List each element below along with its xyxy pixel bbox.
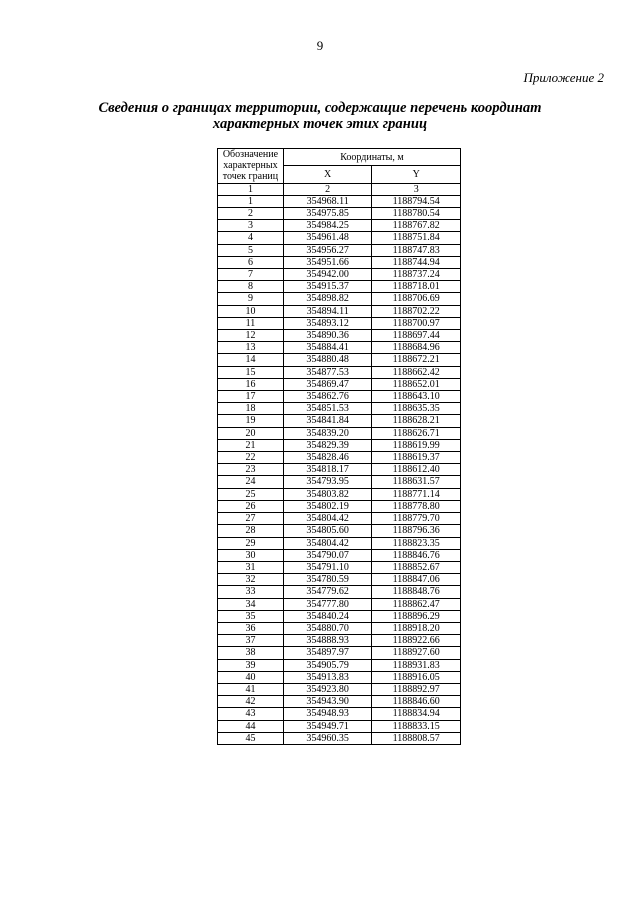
x-coordinate-cell: 354803.82: [283, 488, 372, 500]
y-coordinate-cell: 1188796.36: [372, 525, 461, 537]
x-coordinate-cell: 354956.27: [283, 244, 372, 256]
x-coordinate-cell: 354818.17: [283, 464, 372, 476]
y-coordinate-cell: 1188779.70: [372, 513, 461, 525]
x-coordinate-cell: 354984.25: [283, 220, 372, 232]
table-row: [218, 293, 461, 305]
x-coordinate-cell: 354913.83: [283, 671, 372, 683]
x-coordinate-cell: 354888.93: [283, 635, 372, 647]
point-number-cell: 40: [218, 671, 284, 683]
x-coordinate-cell: 354968.11: [283, 195, 372, 207]
x-coordinate-cell: 354942.00: [283, 269, 372, 281]
y-coordinate-cell: 1188922.66: [372, 635, 461, 647]
y-coordinate-cell: 1188718.01: [372, 281, 461, 293]
y-coordinate-cell: 1188808.57: [372, 732, 461, 744]
table-row: [218, 391, 461, 403]
x-coordinate-cell: 354828.46: [283, 452, 372, 464]
point-number-cell: 22: [218, 452, 284, 464]
point-number-cell: 27: [218, 513, 284, 525]
x-coordinate-cell: 354960.35: [283, 732, 372, 744]
table-row: [218, 598, 461, 610]
y-coordinate-cell: 1188833.15: [372, 720, 461, 732]
x-coordinate-cell: 354804.42: [283, 537, 372, 549]
point-number-cell: 41: [218, 683, 284, 695]
table-row: [218, 732, 461, 744]
point-number-cell: 43: [218, 708, 284, 720]
table-row: [218, 195, 461, 207]
table-row: [218, 549, 461, 561]
point-number-cell: 3: [218, 220, 284, 232]
x-coordinate-cell: 354790.07: [283, 549, 372, 561]
y-coordinate-cell: 1188652.01: [372, 378, 461, 390]
y-coordinate-cell: 1188706.69: [372, 293, 461, 305]
appendix-label: Приложение 2: [523, 70, 604, 85]
y-coordinate-cell: 1188916.05: [372, 671, 461, 683]
x-coordinate-cell: 354840.24: [283, 610, 372, 622]
y-coordinate-cell: 1188635.35: [372, 403, 461, 415]
y-coordinate-cell: 1188619.37: [372, 452, 461, 464]
point-number-cell: 37: [218, 635, 284, 647]
point-number-cell: 26: [218, 500, 284, 512]
x-coordinate-cell: 354898.82: [283, 293, 372, 305]
x-coordinate-cell: 354869.47: [283, 378, 372, 390]
header-coordinates: Координаты, м: [283, 149, 460, 166]
table-row: [218, 513, 461, 525]
table-row: [218, 525, 461, 537]
point-number-cell: 20: [218, 427, 284, 439]
y-coordinate-cell: 1188751.84: [372, 232, 461, 244]
point-number-cell: 42: [218, 696, 284, 708]
page-number: 9: [316, 38, 324, 53]
y-coordinate-cell: 1188778.80: [372, 500, 461, 512]
table-row: [218, 220, 461, 232]
x-coordinate-cell: 354923.80: [283, 683, 372, 695]
y-coordinate-cell: 1188780.54: [372, 208, 461, 220]
x-coordinate-cell: 354905.79: [283, 659, 372, 671]
y-coordinate-cell: 1188672.21: [372, 354, 461, 366]
x-coordinate-cell: 354804.42: [283, 513, 372, 525]
x-coordinate-cell: 354779.62: [283, 586, 372, 598]
table-row: [218, 561, 461, 573]
x-coordinate-cell: 354841.84: [283, 415, 372, 427]
point-number-cell: 23: [218, 464, 284, 476]
x-coordinate-cell: 354948.93: [283, 708, 372, 720]
table-row: [218, 342, 461, 354]
point-number-cell: 35: [218, 610, 284, 622]
y-coordinate-cell: 1188771.14: [372, 488, 461, 500]
table-row: [218, 415, 461, 427]
x-coordinate-cell: 354890.36: [283, 330, 372, 342]
y-coordinate-cell: 1188848.76: [372, 586, 461, 598]
table-row: [218, 720, 461, 732]
point-number-cell: 4: [218, 232, 284, 244]
x-coordinate-cell: 354880.48: [283, 354, 372, 366]
x-coordinate-cell: 354897.97: [283, 647, 372, 659]
table-row: [218, 574, 461, 586]
point-number-cell: 16: [218, 378, 284, 390]
table-row: [218, 232, 461, 244]
x-coordinate-cell: 354975.85: [283, 208, 372, 220]
x-coordinate-cell: 354791.10: [283, 561, 372, 573]
point-number-cell: 32: [218, 574, 284, 586]
x-coordinate-cell: 354793.95: [283, 476, 372, 488]
point-number-cell: 19: [218, 415, 284, 427]
y-coordinate-cell: 1188700.97: [372, 317, 461, 329]
point-number-cell: 5: [218, 244, 284, 256]
point-number-cell: 24: [218, 476, 284, 488]
point-number-cell: 11: [218, 317, 284, 329]
point-number-cell: 36: [218, 622, 284, 634]
y-coordinate-cell: 1188662.42: [372, 366, 461, 378]
x-coordinate-cell: 354805.60: [283, 525, 372, 537]
x-coordinate-cell: 354961.48: [283, 232, 372, 244]
y-coordinate-cell: 1188697.44: [372, 330, 461, 342]
table-row: [218, 256, 461, 268]
title-line-2: характерных точек этих границ: [212, 116, 428, 132]
table-row: [218, 354, 461, 366]
table-row: [218, 586, 461, 598]
point-number-cell: 33: [218, 586, 284, 598]
column-number-1: 1: [218, 183, 284, 195]
point-number-cell: 28: [218, 525, 284, 537]
y-coordinate-cell: 1188931.83: [372, 659, 461, 671]
point-number-cell: 31: [218, 561, 284, 573]
point-number-cell: 1: [218, 195, 284, 207]
point-number-cell: 12: [218, 330, 284, 342]
table-row: [218, 305, 461, 317]
y-coordinate-cell: 1188744.94: [372, 256, 461, 268]
table-row: [218, 622, 461, 634]
point-number-cell: 29: [218, 537, 284, 549]
x-coordinate-cell: 354894.11: [283, 305, 372, 317]
y-coordinate-cell: 1188823.35: [372, 537, 461, 549]
y-coordinate-cell: 1188628.21: [372, 415, 461, 427]
y-coordinate-cell: 1188896.29: [372, 610, 461, 622]
point-number-cell: 45: [218, 732, 284, 744]
x-coordinate-cell: 354951.66: [283, 256, 372, 268]
table-row: [218, 366, 461, 378]
y-coordinate-cell: 1188846.76: [372, 549, 461, 561]
column-number-3: 3: [372, 183, 461, 195]
y-coordinate-cell: 1188631.57: [372, 476, 461, 488]
point-number-cell: 30: [218, 549, 284, 561]
point-number-cell: 39: [218, 659, 284, 671]
table-row: [218, 647, 461, 659]
y-coordinate-cell: 1188619.99: [372, 439, 461, 451]
header-y: Y: [372, 166, 461, 183]
y-coordinate-cell: 1188846.60: [372, 696, 461, 708]
table-row: [218, 683, 461, 695]
y-coordinate-cell: 1188702.22: [372, 305, 461, 317]
table-row: [218, 464, 461, 476]
document-title: [40, 100, 600, 132]
table-row: [218, 500, 461, 512]
x-coordinate-cell: 354949.71: [283, 720, 372, 732]
table-row: [218, 281, 461, 293]
table-row: [218, 659, 461, 671]
point-number-cell: 18: [218, 403, 284, 415]
x-coordinate-cell: 354839.20: [283, 427, 372, 439]
table-row: [218, 671, 461, 683]
table-row: [218, 330, 461, 342]
y-coordinate-cell: 1188626.71: [372, 427, 461, 439]
table-row: [218, 317, 461, 329]
point-number-cell: 13: [218, 342, 284, 354]
y-coordinate-cell: 1188834.94: [372, 708, 461, 720]
y-coordinate-cell: 1188612.40: [372, 464, 461, 476]
x-coordinate-cell: 354851.53: [283, 403, 372, 415]
y-coordinate-cell: 1188643.10: [372, 391, 461, 403]
x-coordinate-cell: 354862.76: [283, 391, 372, 403]
table-row: [218, 378, 461, 390]
point-number-cell: 17: [218, 391, 284, 403]
coordinates-table: [217, 148, 461, 745]
point-number-cell: 14: [218, 354, 284, 366]
x-coordinate-cell: 354893.12: [283, 317, 372, 329]
table-row: [218, 635, 461, 647]
table-row: [218, 696, 461, 708]
y-coordinate-cell: 1188767.82: [372, 220, 461, 232]
x-coordinate-cell: 354802.19: [283, 500, 372, 512]
y-coordinate-cell: 1188852.67: [372, 561, 461, 573]
header-point-designation: Обозначение характерных точек границ: [218, 149, 284, 184]
point-number-cell: 6: [218, 256, 284, 268]
point-number-cell: 15: [218, 366, 284, 378]
y-coordinate-cell: 1188862.47: [372, 598, 461, 610]
x-coordinate-cell: 354880.70: [283, 622, 372, 634]
coordinates-table-body: [218, 195, 461, 744]
table-row: [218, 452, 461, 464]
y-coordinate-cell: 1188747.83: [372, 244, 461, 256]
x-coordinate-cell: 354777.80: [283, 598, 372, 610]
table-row: [218, 537, 461, 549]
x-coordinate-cell: 354884.41: [283, 342, 372, 354]
point-number-cell: 34: [218, 598, 284, 610]
header-x: X: [283, 166, 372, 183]
y-coordinate-cell: 1188794.54: [372, 195, 461, 207]
y-coordinate-cell: 1188892.97: [372, 683, 461, 695]
point-number-cell: 25: [218, 488, 284, 500]
point-number-cell: 7: [218, 269, 284, 281]
point-number-cell: 44: [218, 720, 284, 732]
y-coordinate-cell: 1188918.20: [372, 622, 461, 634]
y-coordinate-cell: 1188847.06: [372, 574, 461, 586]
x-coordinate-cell: 354829.39: [283, 439, 372, 451]
point-number-cell: 10: [218, 305, 284, 317]
title-line-1: Сведения о границах территории, содержащие перечень координат: [98, 100, 542, 116]
table-row: [218, 244, 461, 256]
point-number-cell: 21: [218, 439, 284, 451]
table-row: [218, 476, 461, 488]
table-row: [218, 708, 461, 720]
point-number-cell: 9: [218, 293, 284, 305]
table-row: [218, 403, 461, 415]
x-coordinate-cell: 354943.90: [283, 696, 372, 708]
x-coordinate-cell: 354915.37: [283, 281, 372, 293]
table-row: [218, 208, 461, 220]
point-number-cell: 2: [218, 208, 284, 220]
point-number-cell: 38: [218, 647, 284, 659]
table-row: [218, 610, 461, 622]
y-coordinate-cell: 1188684.96: [372, 342, 461, 354]
x-coordinate-cell: 354877.53: [283, 366, 372, 378]
table-row: [218, 488, 461, 500]
column-number-2: 2: [283, 183, 372, 195]
table-row: [218, 269, 461, 281]
table-row: [218, 439, 461, 451]
y-coordinate-cell: 1188927.60: [372, 647, 461, 659]
table-row: [218, 427, 461, 439]
point-number-cell: 8: [218, 281, 284, 293]
x-coordinate-cell: 354780.59: [283, 574, 372, 586]
y-coordinate-cell: 1188737.24: [372, 269, 461, 281]
